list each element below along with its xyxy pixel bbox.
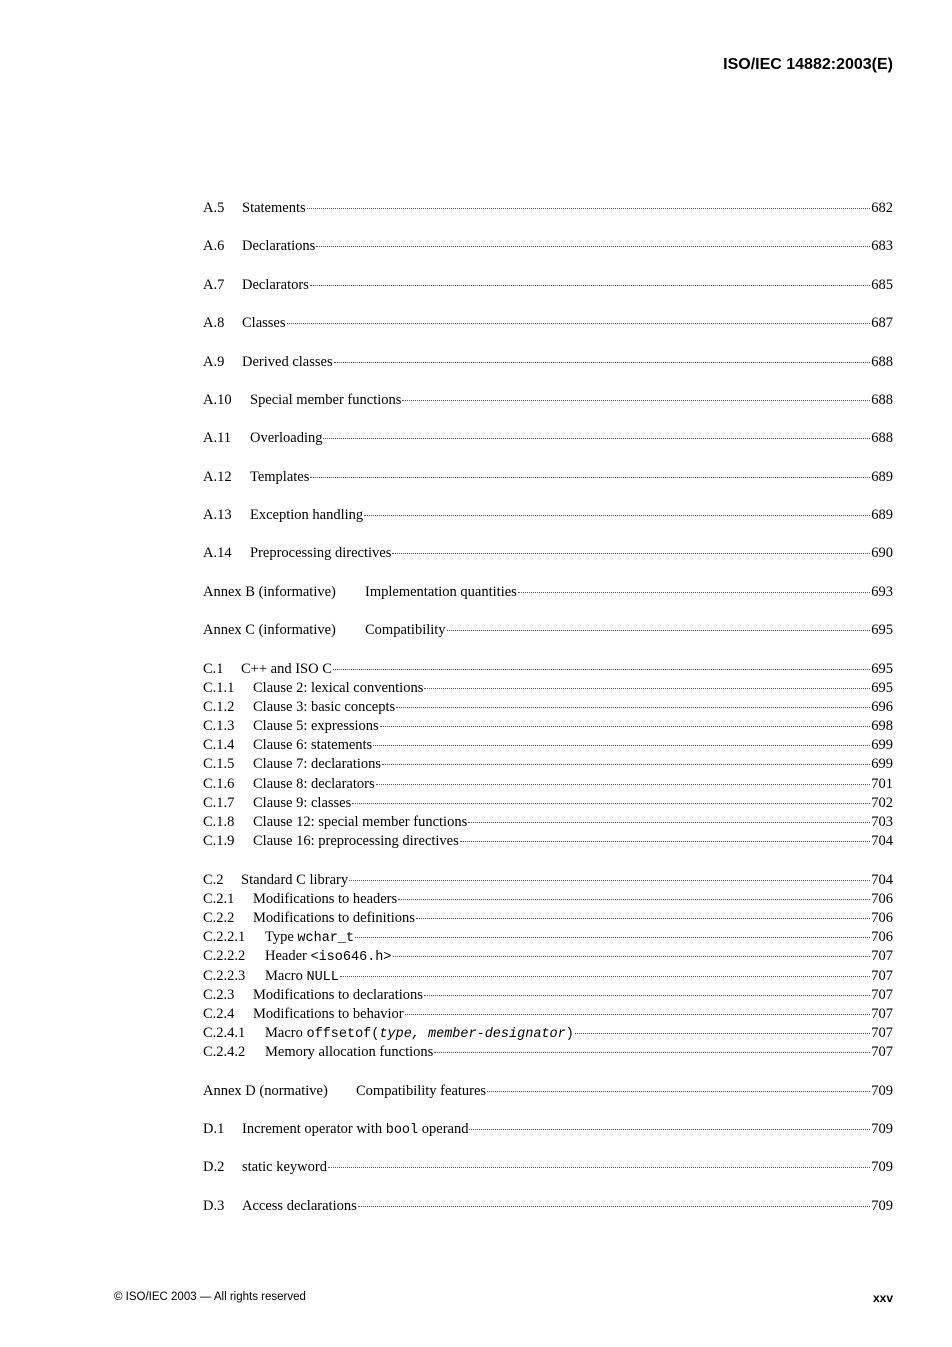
- toc-entry-c1-6[interactable]: [203, 775, 893, 794]
- dot-leader: [333, 669, 870, 670]
- toc-entry-title: Derived classes: [242, 353, 333, 370]
- toc-entry-code-end: ): [565, 1027, 574, 1043]
- toc-entry-title: Modifications to declarations: [253, 986, 423, 1003]
- toc-entry-number: D.2: [203, 1159, 225, 1176]
- toc-entry-title: Declarators: [242, 276, 309, 293]
- toc-entry-number: A.13: [203, 507, 232, 523]
- toc-entry-title: Statements: [242, 200, 306, 216]
- toc-entry-title: Templates: [250, 468, 310, 485]
- toc-entry-page: 701: [871, 775, 893, 792]
- toc-entry-page: 707: [871, 1025, 893, 1042]
- toc-entry-title: Clause 2: lexical conventions: [253, 679, 424, 696]
- toc-entry-title: Preprocessing directives: [250, 545, 392, 562]
- toc-entry-number: C.2.2.3: [203, 967, 246, 984]
- toc-entry-title: Compatibility: [365, 622, 446, 639]
- toc-entry-page: 709: [871, 1121, 893, 1137]
- toc-entry-title: Access declarations: [242, 1197, 357, 1214]
- toc-entry-c1-7[interactable]: [203, 794, 893, 813]
- toc-entry-c1-2[interactable]: [203, 698, 893, 717]
- dot-leader: [468, 822, 870, 823]
- toc-entry-title: Modifications to behavior: [253, 1005, 404, 1022]
- toc-entry-page: 702: [871, 794, 893, 811]
- toc-entry-page: 707: [871, 986, 893, 1003]
- toc-entry-title-end: operand: [418, 1121, 469, 1137]
- toc-entry-page: 685: [871, 276, 893, 293]
- toc-entry-number: C.1.4: [203, 737, 235, 754]
- toc-entry-number: A.6: [203, 238, 225, 255]
- toc-entry-number: C.2.4: [203, 1005, 235, 1022]
- toc-entry-number: Annex B (informative): [203, 583, 336, 600]
- toc-entry-a9[interactable]: [203, 353, 893, 372]
- toc-entry-number: A.12: [203, 468, 232, 485]
- toc-entry-page: 688: [871, 391, 893, 408]
- toc-entry-title: [265, 1024, 574, 1044]
- toc-entry-page: 706: [871, 890, 893, 907]
- toc-entry-title: Clause 16: preprocessing directives: [253, 833, 459, 850]
- toc-entry-code: bool: [385, 1123, 419, 1138]
- toc-entry-page: 707: [871, 1005, 893, 1022]
- toc-entry-number: D.1: [203, 1121, 225, 1137]
- toc-entry-title: [265, 967, 339, 987]
- dot-leader: [396, 707, 870, 708]
- toc-entry-c2[interactable]: [203, 871, 893, 890]
- toc-entry-title-text: Macro: [265, 967, 307, 984]
- toc-entry-code: offsetof(: [306, 1027, 380, 1043]
- dot-leader: [307, 208, 871, 209]
- toc-entry-title: [265, 947, 392, 967]
- toc-entry-c2-2-2[interactable]: [203, 947, 893, 966]
- toc-entry-page: 683: [871, 238, 893, 255]
- dot-leader: [382, 764, 870, 765]
- toc-entry-number: C.2.4.1: [203, 1025, 246, 1042]
- toc-entry-page: 682: [871, 200, 893, 216]
- toc-entry-a10[interactable]: [203, 391, 893, 410]
- toc-entry-page: 709: [871, 1159, 893, 1176]
- toc-entry-number: Annex D (normative): [203, 1082, 328, 1099]
- toc-entry-page: 704: [871, 833, 893, 850]
- dot-leader: [328, 1167, 870, 1168]
- toc-entry-page: 706: [871, 909, 893, 926]
- toc-entry-a13[interactable]: [203, 506, 893, 525]
- dot-leader: [424, 995, 870, 996]
- toc-entry-title: Overloading: [250, 430, 323, 447]
- document-header-title: ISO/IEC 14882:2003(E): [723, 56, 893, 73]
- toc-entry-title: static keyword: [242, 1159, 327, 1176]
- dot-leader: [310, 285, 870, 286]
- toc-entry-page: 699: [871, 737, 893, 754]
- toc-entry-number: A.10: [203, 391, 232, 408]
- table-of-contents: [203, 199, 893, 1216]
- toc-entry-page: 690: [871, 545, 893, 562]
- dot-leader: [392, 553, 870, 554]
- toc-entry-number: C.1.9: [203, 833, 235, 850]
- toc-entry-c1-1[interactable]: [203, 679, 893, 698]
- toc-entry-page: 704: [871, 871, 893, 888]
- toc-entry-number: C.1.1: [203, 679, 235, 696]
- dot-leader: [364, 515, 870, 516]
- toc-entry-title: Declarations: [242, 238, 316, 255]
- toc-entry-number: C.1: [203, 660, 224, 677]
- toc-entry-page: 698: [871, 718, 893, 735]
- toc-entry-number: C.1.2: [203, 698, 235, 715]
- toc-entry-title: Modifications to definitions: [253, 909, 415, 926]
- toc-entry-title: Clause 5: expressions: [253, 718, 379, 735]
- toc-entry-page: 693: [871, 583, 893, 600]
- toc-entry-d2[interactable]: [203, 1158, 893, 1177]
- toc-entry-title: Memory allocation functions: [265, 1044, 434, 1061]
- toc-entry-number: C.2: [203, 871, 224, 888]
- toc-entry-page: 695: [871, 622, 893, 639]
- dot-leader: [334, 362, 871, 363]
- toc-entry-c2-4-2[interactable]: [203, 1043, 893, 1062]
- toc-entry-number: C.2.2: [203, 909, 235, 926]
- toc-entry-number: A.7: [203, 276, 225, 293]
- toc-entry-title-text: Header: [265, 948, 311, 965]
- toc-entry-c1[interactable]: [203, 660, 893, 679]
- toc-entry-a5[interactable]: [203, 199, 893, 218]
- toc-entry-number: C.2.3: [203, 986, 235, 1003]
- toc-entry-page: 707: [871, 967, 893, 984]
- dot-leader: [518, 592, 870, 593]
- dot-leader: [434, 1052, 870, 1053]
- toc-entry-number: C.2.2.1: [203, 929, 246, 946]
- toc-entry-page: 699: [871, 756, 893, 773]
- toc-entry-page: 688: [871, 430, 893, 447]
- toc-entry-number: A.5: [203, 200, 225, 216]
- toc-entry-page: 695: [871, 679, 893, 696]
- toc-entry-page: 707: [871, 1044, 893, 1061]
- toc-entry-title: Compatibility features: [356, 1082, 487, 1099]
- toc-entry-c1-5[interactable]: [203, 755, 893, 774]
- toc-entry-a7[interactable]: [203, 276, 893, 295]
- toc-entry-number: A.8: [203, 315, 225, 332]
- toc-entry-c2-1[interactable]: [203, 890, 893, 909]
- toc-entry-number: Annex C (informative): [203, 622, 336, 639]
- dot-leader: [373, 745, 870, 746]
- toc-entry-code: NULL: [306, 969, 339, 985]
- dot-leader: [398, 899, 870, 900]
- toc-entry-title-text: Macro: [265, 1025, 307, 1042]
- toc-entry-page: 695: [871, 660, 893, 677]
- dot-leader: [323, 438, 870, 439]
- toc-entry-page: 706: [871, 929, 893, 946]
- toc-entry-page: 687: [871, 315, 893, 332]
- dot-leader: [487, 1091, 870, 1092]
- dot-leader: [376, 784, 871, 785]
- toc-entry-annex-d[interactable]: [203, 1082, 893, 1101]
- toc-entry-title: [265, 928, 354, 948]
- toc-entry-title: Clause 3: basic concepts: [253, 698, 396, 715]
- toc-entry-c2-2[interactable]: [203, 909, 893, 928]
- toc-entry-c1-9[interactable]: [203, 832, 893, 851]
- toc-entry-a8[interactable]: [203, 314, 893, 333]
- toc-entry-title-text: Increment operator with: [242, 1121, 386, 1137]
- toc-entry-number: C.1.8: [203, 814, 235, 830]
- dot-leader: [575, 1033, 870, 1034]
- dot-leader: [349, 880, 870, 881]
- dot-leader: [340, 976, 870, 977]
- toc-entry-number: D.3: [203, 1197, 225, 1214]
- toc-entry-title: Clause 12: special member functions: [253, 814, 468, 830]
- toc-entry-number: C.1.3: [203, 718, 235, 735]
- toc-entry-number: C.1.5: [203, 756, 235, 773]
- toc-entry-a12[interactable]: [203, 468, 893, 487]
- footer-page-number: xxv: [872, 1291, 893, 1305]
- toc-entry-title: Implementation quantities: [365, 583, 517, 600]
- dot-leader: [355, 937, 870, 938]
- footer-copyright: © ISO/IEC 2003 — All rights reserved: [114, 1291, 306, 1303]
- toc-entry-title: Classes: [242, 315, 286, 332]
- toc-entry-number: A.14: [203, 545, 232, 562]
- dot-leader: [424, 688, 870, 689]
- toc-entry-page: 688: [871, 353, 893, 370]
- dot-leader: [380, 726, 871, 727]
- toc-entry-c1-3[interactable]: [203, 717, 893, 736]
- dot-leader: [287, 323, 871, 324]
- toc-entry-title-text: Type: [265, 929, 298, 946]
- toc-entry-number: A.11: [203, 430, 232, 447]
- toc-entry-title: Clause 6: statements: [253, 737, 373, 754]
- toc-entry-title: Standard C library: [241, 871, 349, 888]
- dot-leader: [447, 630, 871, 631]
- toc-entry-number: C.2.2.2: [203, 948, 246, 965]
- dot-leader: [402, 400, 870, 401]
- toc-entry-a6[interactable]: [203, 237, 893, 256]
- toc-entry-page: 689: [871, 507, 893, 523]
- toc-entry-c1-8[interactable]: [203, 813, 893, 832]
- toc-entry-c2-2-1[interactable]: [203, 928, 893, 947]
- toc-entry-number: C.2.4.2: [203, 1044, 246, 1061]
- toc-entry-c1-4[interactable]: [203, 736, 893, 755]
- toc-entry-title: Clause 8: declarators: [253, 775, 375, 792]
- toc-entry-page: 703: [871, 814, 893, 830]
- toc-entry-annex-c[interactable]: [203, 621, 893, 640]
- toc-entry-d1[interactable]: [203, 1120, 893, 1139]
- toc-entry-page: 689: [871, 468, 893, 485]
- toc-entry-a11[interactable]: [203, 429, 893, 448]
- toc-entry-number: A.9: [203, 353, 225, 370]
- toc-entry-c2-4-1[interactable]: [203, 1024, 893, 1043]
- toc-entry-title: Special member functions: [250, 391, 402, 408]
- toc-entry-code: wchar_t: [297, 931, 355, 947]
- dot-leader: [469, 1129, 870, 1130]
- dot-leader: [310, 477, 870, 478]
- toc-entry-code: <iso646.h>: [310, 950, 392, 966]
- toc-entry-c2-4[interactable]: [203, 1005, 893, 1024]
- dot-leader: [316, 246, 870, 247]
- toc-entry-annex-b[interactable]: [203, 583, 893, 602]
- toc-entry-page: 709: [871, 1197, 893, 1214]
- toc-entry-title: C++ and ISO C: [241, 660, 332, 677]
- dot-leader: [352, 803, 870, 804]
- toc-entry-title: Clause 7: declarations: [253, 756, 382, 773]
- toc-entry-page: 707: [871, 948, 893, 965]
- toc-entry-title: Modifications to headers: [253, 890, 398, 907]
- toc-entry-d3[interactable]: [203, 1197, 893, 1216]
- toc-entry-code-params: type, member-designator: [379, 1027, 566, 1043]
- toc-entry-page: 709: [871, 1082, 893, 1099]
- toc-entry-c2-2-3[interactable]: [203, 967, 893, 986]
- toc-entry-page: 696: [871, 698, 893, 715]
- toc-entry-title: Exception handling: [250, 507, 364, 523]
- toc-entry-number: C.2.1: [203, 890, 235, 907]
- toc-entry-title: Clause 9: classes: [253, 794, 352, 811]
- toc-entry-number: C.1.7: [203, 794, 235, 811]
- toc-entry-c2-3[interactable]: [203, 986, 893, 1005]
- toc-entry-a14[interactable]: [203, 544, 893, 563]
- dot-leader: [405, 1014, 871, 1015]
- dot-leader: [416, 918, 870, 919]
- dot-leader: [393, 956, 871, 957]
- dot-leader: [460, 841, 870, 842]
- toc-entry-number: C.1.6: [203, 775, 235, 792]
- dot-leader: [358, 1206, 871, 1207]
- toc-entry-title: [242, 1120, 468, 1140]
